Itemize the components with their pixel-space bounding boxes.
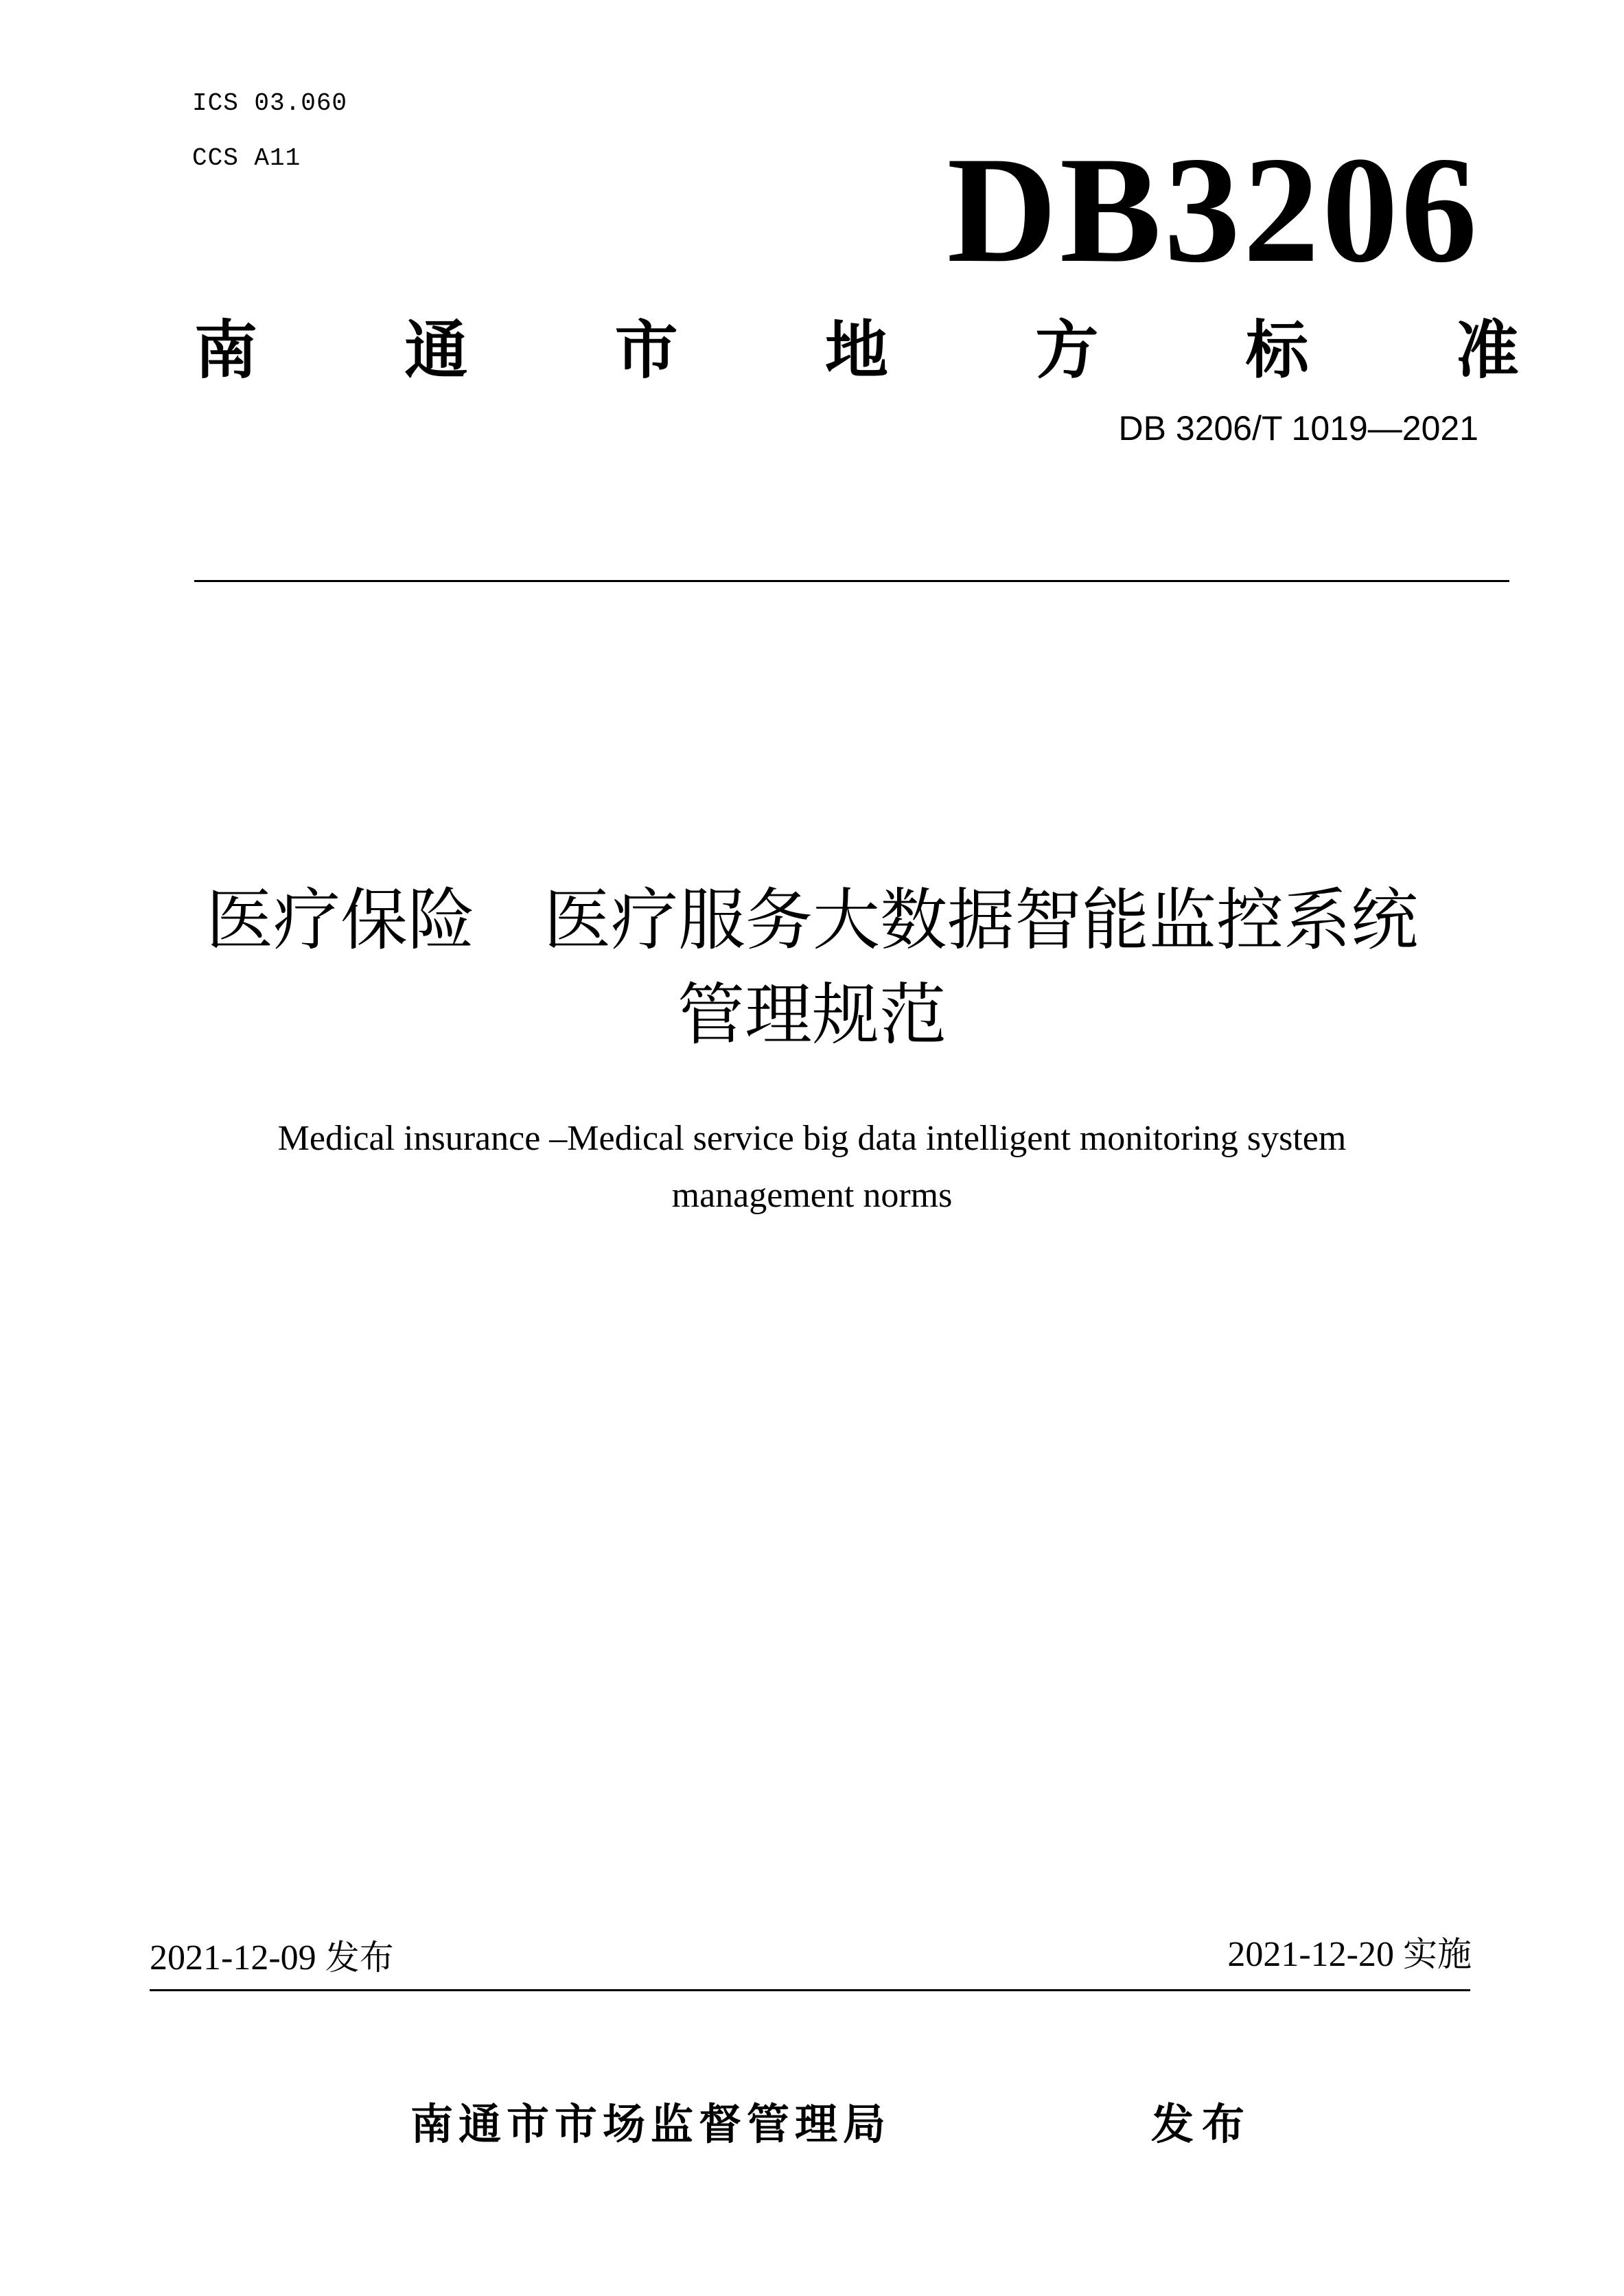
issue-date-label: 发布 <box>325 1938 394 1978</box>
standard-type-char: 通 <box>404 314 468 387</box>
title-cn-part2: 医疗服务大数据智能监控系统 <box>544 881 1419 960</box>
standard-type-char: 南 <box>194 314 258 387</box>
standard-type-char: 准 <box>1455 314 1519 387</box>
ics-code: ICS 03.060 <box>192 89 348 117</box>
implement-date-value: 2021-12-20 <box>1227 1935 1394 1974</box>
publisher-name: 南通市市场监督管理局 <box>410 2099 892 2149</box>
standard-type-char: 市 <box>614 314 678 387</box>
title-en-line2: management norms <box>671 1176 953 1215</box>
top-divider <box>194 580 1509 582</box>
title-cn-line2: 管理规范 <box>677 976 947 1054</box>
standard-type <box>194 314 1519 387</box>
bottom-divider <box>150 1989 1470 1991</box>
ccs-code: CCS A11 <box>192 144 301 172</box>
standard-type-char: 地 <box>824 314 888 387</box>
publish-label: 发布 <box>1151 2099 1253 2149</box>
title-cn-line1 <box>0 881 1624 960</box>
standard-number: DB 3206/T 1019—2021 <box>1118 409 1478 448</box>
issue-date <box>150 1930 394 1980</box>
standard-type-char: 标 <box>1245 314 1309 387</box>
issue-date-value: 2021-12-09 <box>150 1938 316 1978</box>
standard-code: DB3206 <box>947 126 1480 294</box>
implement-date-label: 实施 <box>1403 1934 1472 1974</box>
title-en-line1: Medical insurance –Medical service big data intelligent monitoring system <box>277 1119 1347 1158</box>
implement-date <box>1227 1927 1472 1976</box>
title-cn-part1: 医疗保险 <box>205 881 475 960</box>
standard-type-char: 方 <box>1035 314 1099 387</box>
